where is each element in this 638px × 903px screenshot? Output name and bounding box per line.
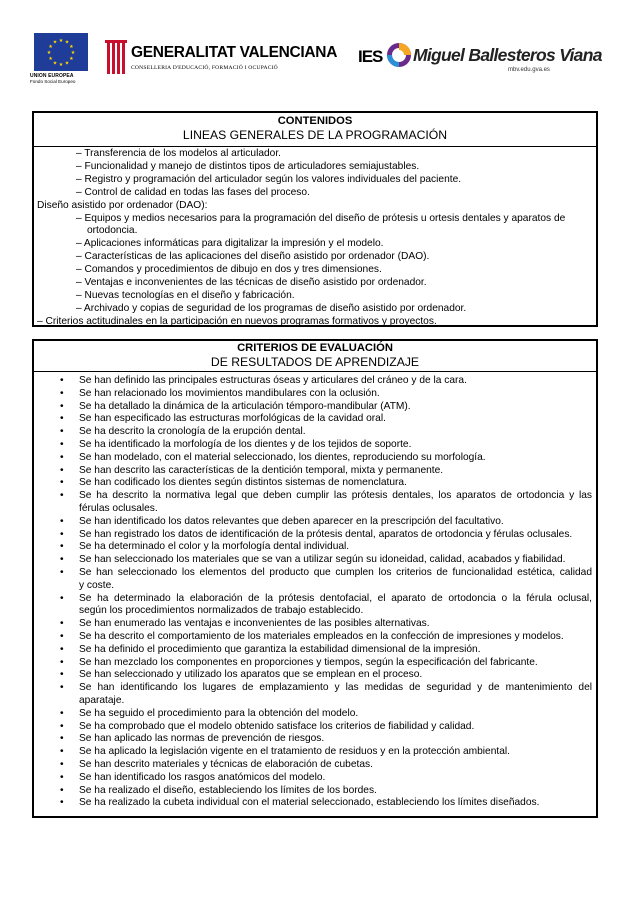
bullet-icon: • — [60, 746, 64, 758]
criterio-text: Se ha realizado el diseño, estableciendo los límites de los bordes. — [79, 784, 377, 796]
criterio-item — [34, 772, 596, 785]
criterio-item — [34, 516, 596, 529]
criterio-text-continuation: según los procedimientos normalizados de trabajo establecido. — [79, 605, 364, 617]
contenidos-line: – Características de las aplicaciones del diseño asistido por ordenador (DAO). — [76, 251, 430, 263]
criterio-item — [34, 759, 596, 772]
bullet-icon: • — [60, 656, 64, 668]
criterio-text: Se han seleccionado y utilizado los aparatos que se emplean en el proceso. — [79, 669, 423, 681]
page-header — [0, 0, 638, 110]
bullet-icon: • — [60, 541, 64, 553]
bullet-icon: • — [60, 413, 64, 425]
criterio-text-continuation: férulas oclusales. — [79, 502, 158, 514]
criterio-text-continuation: aparataje. — [79, 694, 125, 706]
bullet-icon: • — [60, 758, 64, 770]
criterio-item — [34, 567, 596, 593]
contenidos-line: ortodoncia. — [87, 225, 138, 237]
eu-flag-icon — [34, 33, 88, 71]
criterio-text: Se han identificado los datos relevantes que deben aparecer en la prescripción del facultativo. — [79, 515, 504, 527]
contenidos-line: – Comandos y procedimientos de dibujo en dos y tres dimensiones. — [76, 264, 382, 276]
criterio-text: Se ha descrito la normativa legal que deben cumplir las prótesis dentales, los aparatos de ortodoncia y las — [79, 490, 592, 502]
bullet-icon: • — [60, 438, 64, 450]
criterio-text: Se ha determinado la elaboración de la prótesis dentofacial, el aparato de ortodoncia o la férula oclusal, — [79, 592, 592, 604]
contenidos-line: – Transferencia de los modelos al articulador. — [76, 148, 281, 159]
criterio-text: Se han identificando los lugares de emplazamiento y las medidas de seguridad y de mantenimiento del — [79, 682, 592, 694]
eu-star-icon: ★ — [58, 62, 64, 68]
criterio-item — [34, 721, 596, 734]
bullet-icon: • — [60, 707, 64, 719]
criterio-item — [34, 529, 596, 542]
criterio-item — [34, 439, 596, 452]
contenidos-line: – Control de calidad en todas las fases del proceso. — [76, 186, 310, 198]
criterio-text: Se han definido las principales estructuras óseas y articulares del cráneo y de la cara. — [79, 375, 467, 386]
criterio-text: Se ha descrito el comportamiento de los materiales empleados en la confección de impresiones y modelos. — [79, 630, 564, 642]
bullet-icon: • — [60, 771, 64, 783]
criterio-text: Se ha comprobado que el modelo obtenido satisface los criterios de fiabilidad y calidad. — [79, 720, 475, 732]
criterio-item — [34, 644, 596, 657]
contenidos-box — [32, 111, 598, 327]
eu-star-icon: ★ — [48, 44, 53, 50]
criterio-item — [34, 785, 596, 798]
bullet-icon: • — [60, 451, 64, 463]
criterio-text: Se ha definido el procedimiento que garantiza la estabilidad dimensional de la impresión. — [79, 643, 481, 655]
criterio-item — [34, 426, 596, 439]
ies-emblem-icon — [386, 40, 412, 70]
criterio-item — [34, 733, 596, 746]
criterio-item — [34, 657, 596, 670]
eu-star-icon: ★ — [48, 56, 53, 62]
contenidos-line: – Funcionalidad y manejo de distintos tipos de articuladores semiajustables. — [76, 160, 420, 172]
contenidos-line: Diseño asistido por ordenador (DAO): — [37, 199, 208, 211]
bullet-icon: • — [60, 733, 64, 745]
criterios-subtitle: DE RESULTADOS DE APRENDIZAJE — [210, 355, 420, 369]
contenidos-line: – Aplicaciones informáticas para digitalizar la impresión y el modelo. — [76, 238, 384, 250]
contenidos-header — [34, 113, 596, 147]
criterio-item — [34, 541, 596, 554]
bullet-icon: • — [60, 554, 64, 566]
criterio-text: Se han descrito las características de la dentición temporal, mixta y permanente. — [79, 464, 444, 476]
generalitat-subtitle: CONSELLERIA D'EDUCACIÓ, FORMACIÓ I OCUPACIÓ — [131, 65, 278, 71]
contenidos-line: – Ventajas e inconvenientes de las técnicas de diseño asistido por ordenador. — [76, 277, 427, 289]
bullet-icon: • — [60, 592, 64, 604]
criterio-text: Se ha seguido el procedimiento para la obtención del modelo. — [79, 707, 359, 719]
criterios-header — [34, 341, 596, 372]
eu-logo-title: UNION EUROPEA — [30, 73, 74, 79]
criterio-text: Se ha detallado la dinámica de la articulación témporo-mandibular (ATM). — [79, 400, 411, 412]
bullet-icon: • — [60, 630, 64, 642]
bullet-icon: • — [60, 426, 64, 438]
contenidos-line: – Nuevas tecnologías en el diseño y fabricación. — [76, 289, 295, 301]
criterio-item — [34, 746, 596, 759]
criterio-text: Se han identificado los rasgos anatómicos del modelo. — [79, 771, 326, 783]
contenidos-line: – Equipos y medios necesarios para la programación del diseño de prótesis u ortesis dentales y aparatos de — [76, 212, 566, 224]
contenidos-list — [34, 147, 596, 329]
criterio-text: Se ha realizado la cubeta individual con el material seleccionado, estableciendo los límites diseñados. — [79, 797, 540, 809]
criterio-text: Se han seleccionado los elementos del producto que cumplen los criterios de funcionalidad estética, calidad — [79, 566, 592, 578]
ies-school-name: Miguel Ballesteros Viana — [413, 45, 602, 65]
bullet-icon: • — [60, 515, 64, 527]
criterio-item — [34, 554, 596, 567]
criterios-box — [32, 339, 598, 818]
contenidos-line: – Archivado y copias de seguridad de los programas de diseño asistido por ordenador. — [76, 302, 467, 314]
eu-logo — [30, 33, 92, 85]
criterio-text: Se ha descrito la cronología de la erupción dental. — [79, 426, 306, 438]
ies-url: mbv.edu.gva.es — [508, 67, 550, 73]
criterio-text: Se han enumerado las ventajas e inconvenientes de las posibles alternativas. — [79, 618, 430, 630]
eu-star-icon: ★ — [69, 44, 74, 50]
bullet-icon: • — [60, 784, 64, 796]
criterio-item — [34, 477, 596, 490]
criterio-item — [34, 631, 596, 644]
generalitat-shield-icon — [105, 40, 127, 76]
bullet-icon: • — [60, 490, 64, 502]
eu-star-icon: ★ — [52, 60, 58, 67]
criterios-title: CRITERIOS DE EVALUACIÓN — [237, 342, 393, 354]
criterio-item — [34, 401, 596, 414]
criterio-text: Se ha determinado el color y la morfología dental individual. — [79, 541, 350, 553]
ies-logo — [358, 40, 602, 80]
bullet-icon: • — [60, 682, 64, 694]
criterio-item — [34, 388, 596, 401]
generalitat-title: GENERALITAT VALENCIANA — [131, 44, 338, 61]
criterio-item — [34, 465, 596, 478]
criterio-item — [34, 375, 596, 388]
generalitat-logo — [105, 40, 338, 80]
bullet-icon: • — [60, 618, 64, 630]
criterio-text: Se han aplicado las normas de prevención de riesgos. — [79, 733, 325, 745]
criterio-item — [34, 490, 596, 516]
criterio-text-continuation: y coste. — [79, 579, 115, 591]
criterio-item — [34, 797, 596, 810]
eu-star-icon: ★ — [70, 50, 76, 56]
eu-star-icon: ★ — [64, 39, 70, 46]
criterio-item — [34, 452, 596, 465]
contenidos-line: – Criterios actitudinales en la participación en nuevos programas formativos y proyectos. — [37, 315, 437, 327]
criterio-item — [34, 593, 596, 619]
bullet-icon: • — [60, 643, 64, 655]
criterio-text: Se han seleccionado los materiales que se van a utilizar según su idoneidad, calidad, acabados y fiabilidad. — [79, 554, 566, 566]
criterio-text: Se han relacionado los movimientos mandibulares con la oclusión. — [79, 387, 380, 399]
criterio-text: Se han registrado los datos de identificación de la prótesis dental, aparatos de ortodoncia y férulas oclusales. — [79, 528, 573, 540]
ies-prefix: IES — [358, 47, 383, 66]
bullet-icon: • — [60, 477, 64, 489]
eu-star-icon: ★ — [64, 60, 70, 67]
criterio-text: Se ha identificado la morfología de los dientes y de los tejidos de soporte. — [79, 438, 412, 450]
criterio-text: Se han modelado, con el material seleccionado, los dientes, reproduciendo su morfología. — [79, 451, 486, 463]
bullet-icon: • — [60, 375, 64, 386]
criterio-item — [34, 669, 596, 682]
eu-star-icon: ★ — [58, 38, 64, 44]
contenidos-title: CONTENIDOS — [277, 115, 353, 127]
bullet-icon: • — [60, 400, 64, 412]
bullet-icon: • — [60, 387, 64, 399]
contenidos-subtitle: LINEAS GENERALES DE LA PROGRAMACIÓN — [182, 128, 448, 142]
bullet-icon: • — [60, 566, 64, 578]
criterios-list — [34, 372, 596, 810]
criterio-text: Se han mezclado los componentes en proporciones y tiempos, según la especificación del fabricante. — [79, 656, 538, 668]
criterio-text: Se ha aplicado la legislación vigente en el tratamiento de residuos y en la protección ambiental. — [79, 746, 510, 758]
criterio-text: Se han especificado las estructuras morfológicas de la cavidad oral. — [79, 413, 386, 425]
bullet-icon: • — [60, 797, 64, 809]
criterio-text: Se han descrito materiales y técnicas de elaboración de cubetas. — [79, 758, 373, 770]
eu-star-icon: ★ — [52, 39, 58, 46]
bullet-icon: • — [60, 528, 64, 540]
bullet-icon: • — [60, 669, 64, 681]
criterio-text: Se han codificado los dientes según distintos sistemas de nomenclatura. — [79, 477, 407, 489]
eu-star-icon: ★ — [46, 50, 52, 56]
criterio-item — [34, 413, 596, 426]
eu-star-icon: ★ — [69, 56, 74, 62]
bullet-icon: • — [60, 464, 64, 476]
eu-logo-subtitle: Fondo Social Europeo — [30, 79, 76, 84]
criterio-item — [34, 708, 596, 721]
bullet-icon: • — [60, 720, 64, 732]
criterio-item — [34, 682, 596, 708]
contenidos-line: – Registro y programación del articulador según los valores individuales del paciente. — [76, 173, 462, 185]
criterio-item — [34, 618, 596, 631]
